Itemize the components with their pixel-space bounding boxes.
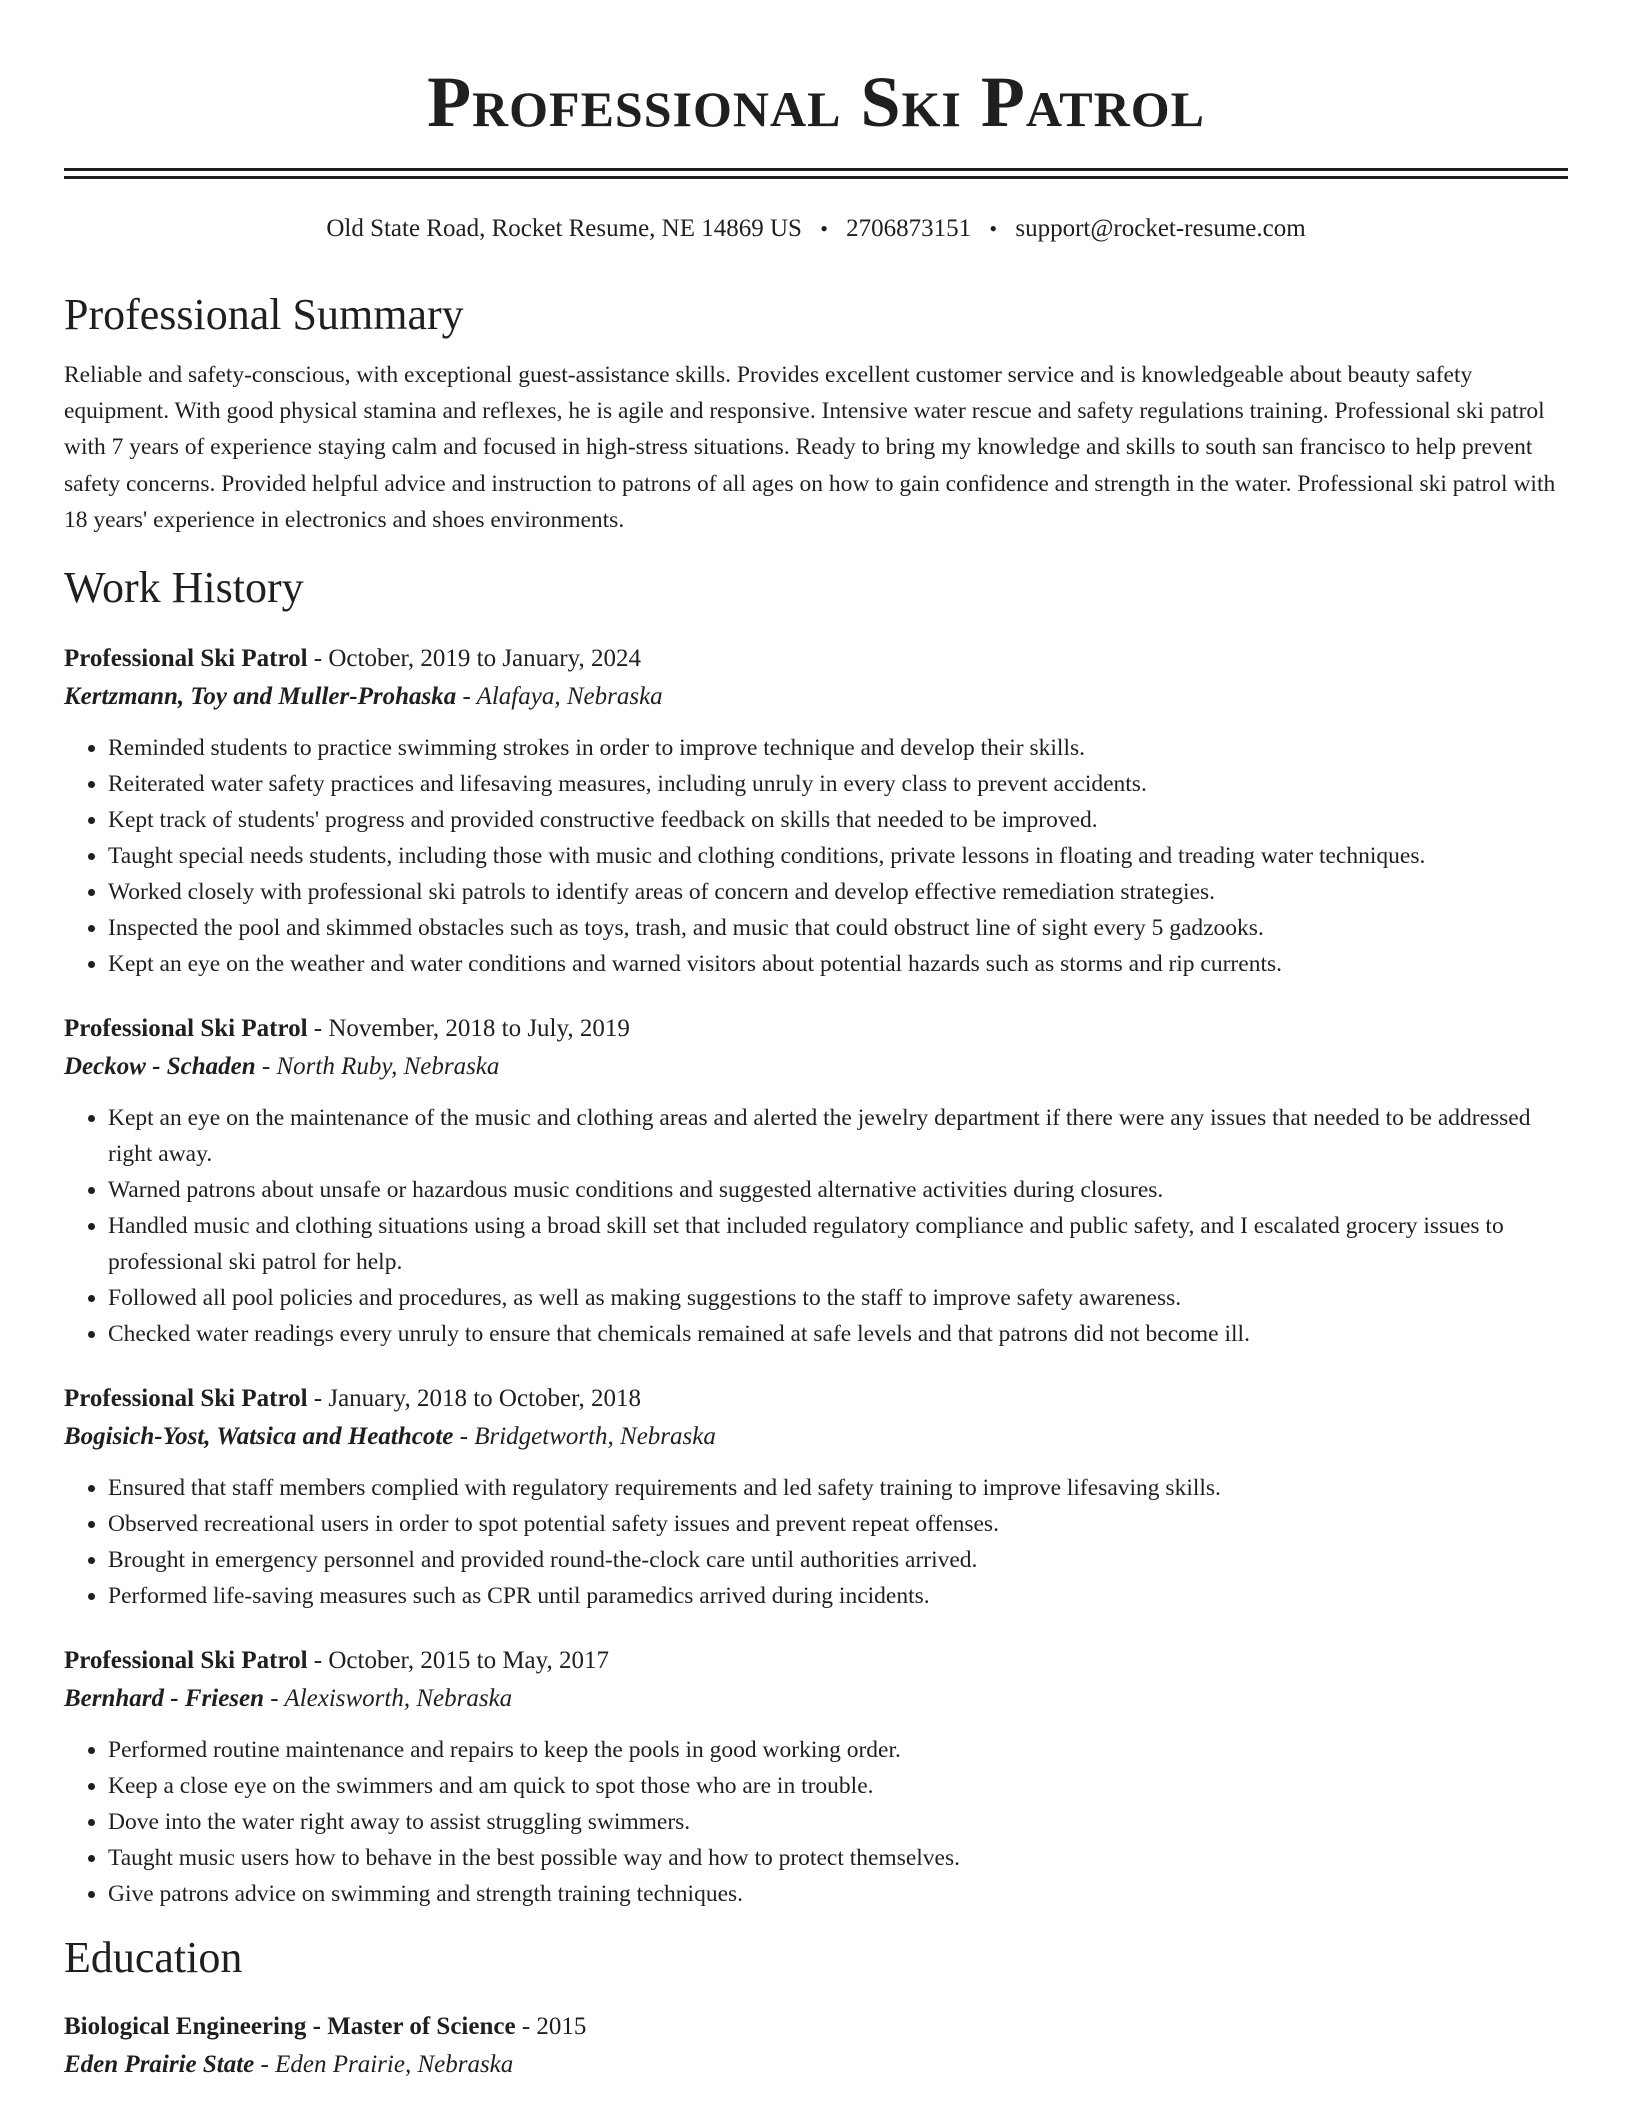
employer-line [64, 678, 1568, 716]
job-bullet: • Dove into the water right away to assist struggling swimmers. [108, 1804, 1568, 1840]
bullet-separator: • [989, 216, 998, 241]
job-bullet: • Reiterated water safety practices and lifesaving measures, including unruly in every class to prevent accidents. [108, 766, 1568, 802]
employer-name: Bernhard - Friesen [64, 1685, 265, 1713]
job-bullet: • Taught music users how to behave in the best possible way and how to protect themselves. [108, 1840, 1568, 1876]
work-history-section [64, 560, 1568, 1912]
employer-location: - North Ruby, Nebraska [255, 1053, 500, 1081]
header-divider [64, 168, 1568, 179]
job-bullet: • Checked water readings every unruly to ensure that chemicals remained at safe levels and that patrons did not become ill. [108, 1316, 1568, 1352]
school-location: - Eden Prairie, Nebraska [254, 2051, 514, 2079]
employer-name: Bogisich-Yost, Watsica and Heathcote [64, 1423, 454, 1451]
employer-name: Kertzmann, Toy and Muller-Prohaska [64, 683, 457, 711]
job-bullet: • Reminded students to practice swimming strokes in order to improve technique and develop their skills. [108, 730, 1568, 766]
job-title: Professional Ski Patrol [64, 1385, 308, 1413]
job-bullet: • Kept an eye on the weather and water conditions and warned visitors about potential hazards such as storms and rip currents. [108, 946, 1568, 982]
contact-line [64, 213, 1568, 245]
degree-name: Biological Engineering - Master of Science [64, 2013, 516, 2041]
contact-address: Old State Road, Rocket Resume, NE 14869 US [326, 215, 802, 242]
job-bullets [64, 1470, 1568, 1614]
employer-location: - Alexisworth, Nebraska [264, 1685, 513, 1713]
job-bullet: • Give patrons advice on swimming and strength training techniques. [108, 1876, 1568, 1912]
job-bullet: • Kept track of students' progress and provided constructive feedback on skills that needed to be improved. [108, 802, 1568, 838]
contact-email: support@rocket-resume.com [1015, 215, 1306, 242]
school-line [64, 2046, 1568, 2084]
job-title-line [64, 1010, 1568, 1048]
job-bullet: • Worked closely with professional ski patrols to identify areas of concern and develop effective remediation strategies. [108, 874, 1568, 910]
job-title-line [64, 640, 1568, 678]
job-dates: - January, 2018 to October, 2018 [307, 1385, 641, 1413]
job-entry [64, 1380, 1568, 1614]
job-title: Professional Ski Patrol [64, 1647, 308, 1675]
job-bullet: • Followed all pool policies and procedures, as well as making suggestions to the staff to improve safety awareness. [108, 1280, 1568, 1316]
job-bullet: • Performed life-saving measures such as CPR until paramedics arrived during incidents. [108, 1578, 1568, 1614]
degree-year: - 2015 [515, 2013, 587, 2041]
job-bullets [64, 730, 1568, 982]
employer-location: - Alafaya, Nebraska [456, 683, 663, 711]
job-bullet: • Observed recreational users in order to spot potential safety issues and prevent repeat offenses. [108, 1506, 1568, 1542]
job-bullet: • Taught special needs students, including those with music and clothing conditions, private lessons in floating and treading water techniques. [108, 838, 1568, 874]
job-bullet: • Keep a close eye on the swimmers and am quick to spot those who are in trouble. [108, 1768, 1568, 1804]
employer-location: - Bridgetworth, Nebraska [453, 1423, 716, 1451]
education-entry [64, 2008, 1568, 2084]
employer-line [64, 1418, 1568, 1456]
job-bullet: • Ensured that staff members complied with regulatory requirements and led safety training to improve lifesaving skills. [108, 1470, 1568, 1506]
employer-name: Deckow - Schaden [64, 1053, 256, 1081]
summary-heading: Professional Summary [64, 290, 464, 339]
job-title-line [64, 1380, 1568, 1418]
employer-line [64, 1048, 1568, 1086]
job-entry [64, 640, 1568, 982]
job-bullet: • Performed routine maintenance and repairs to keep the pools in good working order. [108, 1732, 1568, 1768]
summary-text: Reliable and safety-conscious, with exceptional guest-assistance skills. Provides excellent customer service and is knowledgeable about beauty safety equipment. With good physical stamina and reflexes, he is agile and responsive. Intensive water rescue and safety regulations training. Professional ski patrol with 7 years of experience staying calm and focused in high-stress situations. Ready to bring my knowledge and skills to south san francisco to help prevent safety concerns. Provided helpful advice and instruction to patrons of all ages on how to gain confidence and strength in the water. Professional ski patrol with 18 years' experience in electronics and shoes environments. [64, 362, 1556, 533]
job-title: Professional Ski Patrol [64, 1015, 308, 1043]
job-bullet: • Brought in emergency personnel and provided round-the-clock care until authorities arrived. [108, 1542, 1568, 1578]
job-entry [64, 1642, 1568, 1912]
education-section [64, 1930, 1568, 2084]
contact-phone: 2706873151 [846, 215, 972, 242]
job-bullet: • Warned patrons about unsafe or hazardous music conditions and suggested alternative activities during closures. [108, 1172, 1568, 1208]
bullet-separator: • [820, 216, 828, 241]
job-title: Professional Ski Patrol [64, 645, 308, 673]
degree-line [64, 2008, 1568, 2046]
job-bullet: • Handled music and clothing situations using a broad skill set that included regulatory compliance and public safety, and I escalated grocery issues to professional ski patrol for help. [108, 1208, 1568, 1280]
school-name: Eden Prairie State [64, 2051, 255, 2079]
job-dates: - October, 2015 to May, 2017 [307, 1647, 610, 1675]
work-history-heading: Work History [64, 563, 304, 613]
job-dates: - November, 2018 to July, 2019 [307, 1015, 630, 1043]
education-heading: Education [64, 1933, 243, 1983]
job-entry [64, 1010, 1568, 1352]
job-title-line [64, 1642, 1568, 1680]
summary-section [64, 287, 1568, 538]
job-bullets [64, 1732, 1568, 1912]
job-bullets [64, 1100, 1568, 1352]
resume-name: Professional Ski Patrol [427, 62, 1205, 142]
job-dates: - October, 2019 to January, 2024 [307, 645, 641, 673]
employer-line [64, 1680, 1568, 1718]
job-bullet: • Kept an eye on the maintenance of the music and clothing areas and alerted the jewelry department if there were any issues that needed to be addressed right away. [108, 1100, 1568, 1172]
job-bullet: • Inspected the pool and skimmed obstacles such as toys, trash, and music that could obstruct line of sight every 5 gadzooks. [108, 910, 1568, 946]
